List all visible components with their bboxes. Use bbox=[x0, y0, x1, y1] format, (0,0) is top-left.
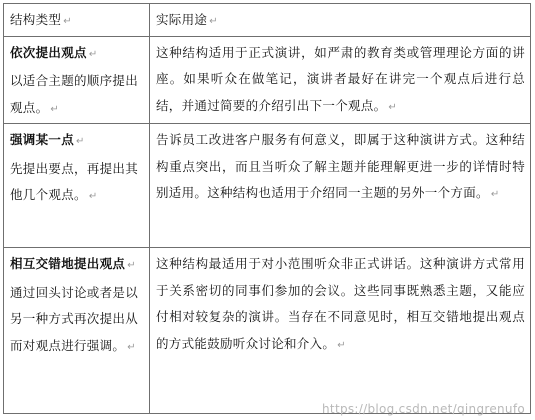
structure-type-cell bbox=[4, 248, 150, 414]
paragraph-mark-icon: ↵ bbox=[76, 136, 85, 147]
usage-cell bbox=[150, 36, 531, 124]
paragraph-mark-icon: ↵ bbox=[337, 339, 346, 351]
header-actual-use bbox=[150, 4, 531, 37]
paragraph-mark-icon: ↵ bbox=[127, 260, 136, 271]
structure-title: 强调某一点 bbox=[10, 132, 75, 147]
header-structure-type bbox=[4, 4, 150, 37]
paragraph-mark-icon: ↵ bbox=[88, 48, 98, 60]
paragraph-mark-icon: ↵ bbox=[50, 103, 59, 115]
paragraph-mark-icon: ↵ bbox=[388, 101, 397, 113]
paragraph-mark-icon: ↵ bbox=[209, 16, 218, 27]
table-row bbox=[4, 248, 531, 414]
structure-table bbox=[3, 3, 531, 414]
watermark: https://blog.csdn.net/qingrenufo bbox=[322, 402, 525, 416]
usage-cell bbox=[150, 124, 531, 248]
structure-type-cell bbox=[4, 124, 150, 248]
structure-title: 依次提出观点 bbox=[10, 44, 87, 60]
header-label: 实际用途 bbox=[156, 12, 208, 27]
paragraph-mark-icon: ↵ bbox=[127, 341, 136, 353]
structure-type-cell bbox=[4, 36, 150, 124]
usage-text: 这种结构最适用于对小范围听众非正式讲话。这种演讲方式常用于关系密切的同事们参加的会议。这些同事既熟悉主题，又能应付相对较复杂的演讲。当存在不同意见时，相互交错地提出观点的方式能鼓励听众讨论和介入。 bbox=[156, 256, 525, 351]
paragraph-mark-icon: ↵ bbox=[88, 191, 98, 202]
table-row bbox=[4, 124, 531, 248]
structure-description: 通过回头讨论或者是以另一种方式再次提出从而对观点进行强调。 bbox=[10, 284, 139, 353]
paragraph-mark-icon: ↵ bbox=[490, 189, 500, 200]
usage-cell bbox=[150, 248, 531, 414]
structure-title: 相互交错地提出观点 bbox=[10, 256, 126, 271]
header-label: 结构类型 bbox=[10, 12, 62, 27]
usage-text: 这种结构适用于正式演讲，如严肃的教育类或管理理论方面的讲座。如果听众在做笔记，演讲者最好在讲完一个观点后进行总结，并通过简要的介绍引出下一个观点。 bbox=[156, 44, 525, 113]
structure-description: 以适合主题的顺序提出观点。 bbox=[10, 73, 139, 115]
usage-text: 告诉员工改进客户服务有何意义，即属于这种演讲方式。这种结构重点突出，而且当听众了解主题并能理解更进一步的详情时特别适用。这种结构也适用于介绍同一主题的另外一个方面。 bbox=[156, 132, 525, 200]
structure-description: 先提出要点，再提出其他几个观点。 bbox=[10, 160, 139, 202]
paragraph-mark-icon: ↵ bbox=[63, 16, 72, 27]
table-header-row bbox=[4, 4, 531, 37]
table-row bbox=[4, 36, 531, 124]
